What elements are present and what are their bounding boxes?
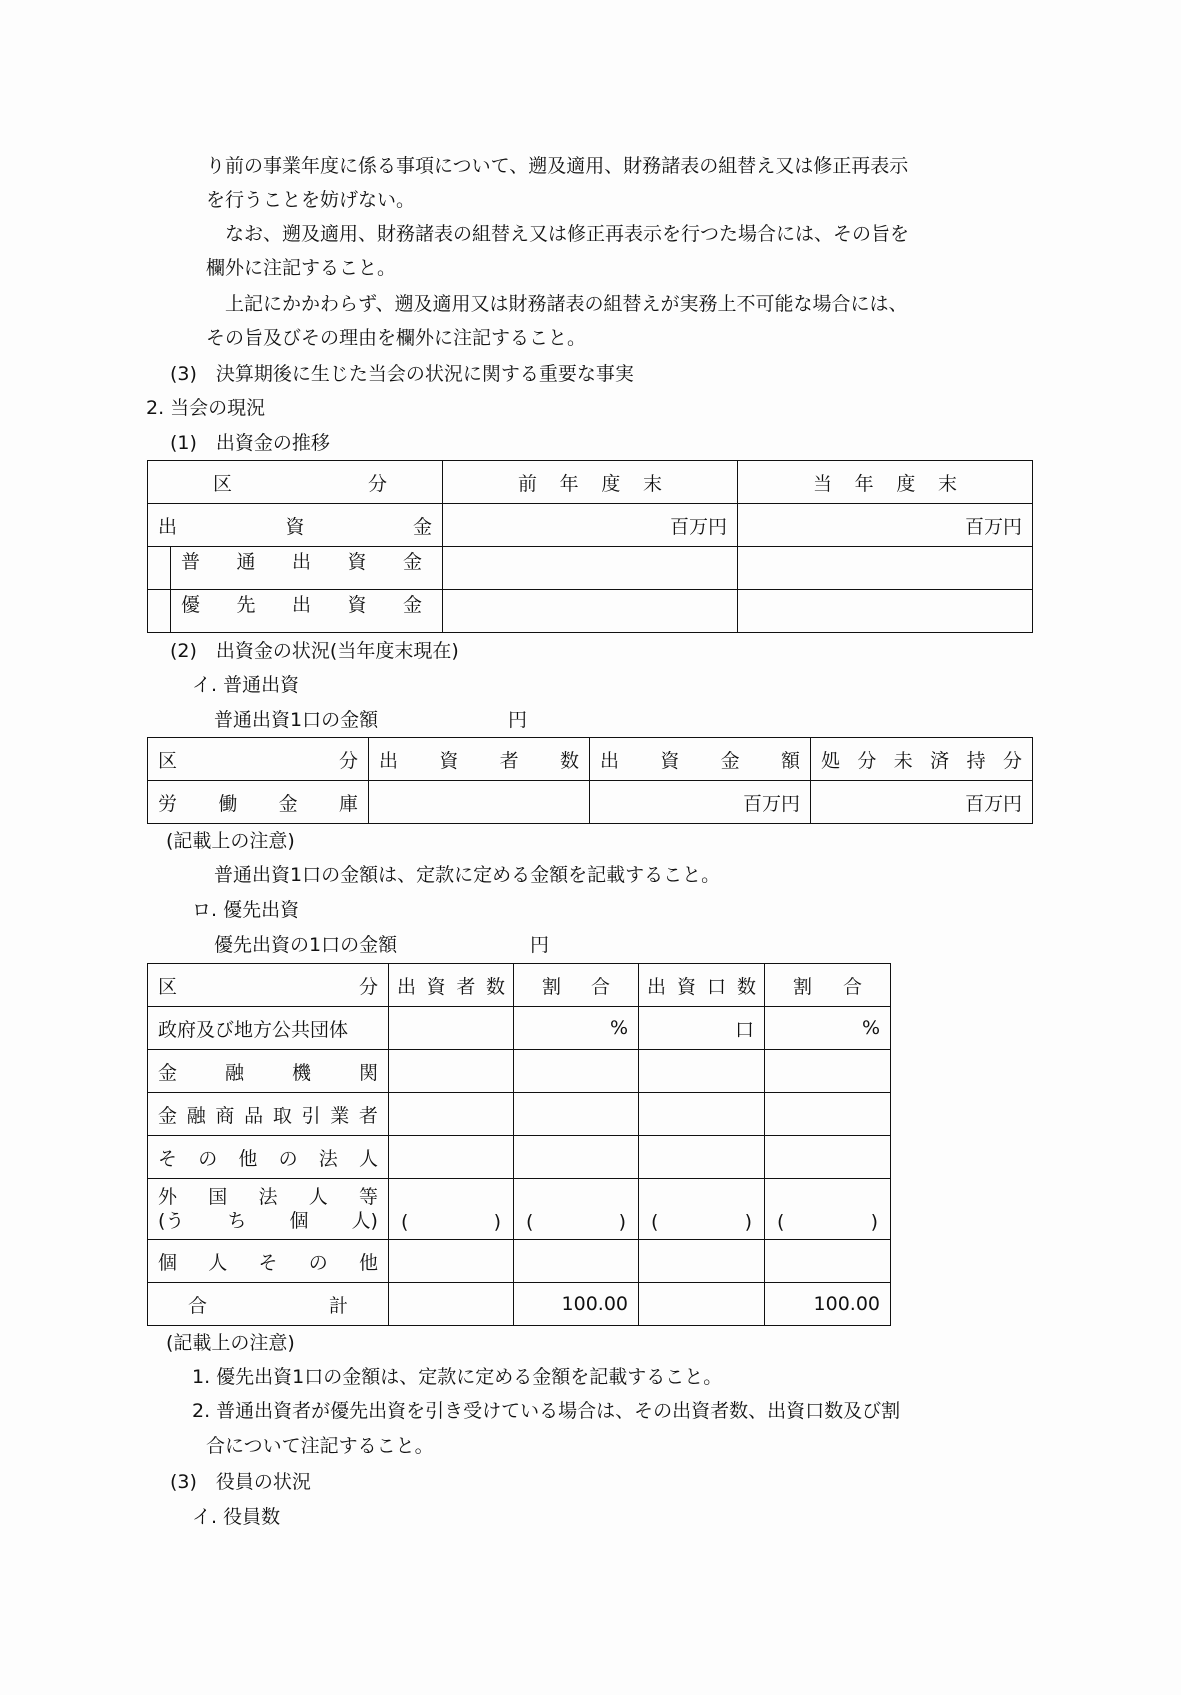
cell bbox=[639, 1050, 765, 1093]
intro-line-2: を行うことを妨げない。 bbox=[206, 189, 416, 211]
header-category: 区 分 bbox=[148, 738, 369, 781]
row-label: 労 働 金 庫 bbox=[148, 781, 369, 824]
header-ratio-2: 割 合 bbox=[765, 964, 891, 1007]
intro-line-6: その旨及びその理由を欄外に注記すること。 bbox=[206, 327, 587, 349]
cell: ( ) bbox=[514, 1179, 639, 1240]
sub-3-heading: (3) 役員の状況 bbox=[170, 1471, 311, 1493]
curr-value bbox=[738, 590, 1033, 633]
section-2-heading: 2. 当会の現況 bbox=[146, 397, 266, 419]
header-units: 出 資 口 数 bbox=[639, 964, 765, 1007]
cell bbox=[389, 1007, 514, 1050]
header-investors: 出 資 者 数 bbox=[389, 964, 514, 1007]
cell bbox=[639, 1136, 765, 1179]
cell bbox=[389, 1240, 514, 1283]
table-row bbox=[148, 1136, 891, 1179]
table-header-row bbox=[148, 461, 1033, 504]
table-row bbox=[148, 1093, 891, 1136]
cell: 口 bbox=[639, 1007, 765, 1050]
cell bbox=[389, 1093, 514, 1136]
preferred-investment-table bbox=[147, 963, 891, 1326]
row-label: そ の 他 の 法 人 bbox=[148, 1136, 389, 1179]
investment-trend-table bbox=[147, 460, 1033, 633]
header-category: 区 分 bbox=[148, 964, 389, 1007]
cell bbox=[514, 1050, 639, 1093]
common-unit: 円 bbox=[508, 709, 528, 731]
cell bbox=[514, 1136, 639, 1179]
table-total-row bbox=[148, 1283, 891, 1326]
row-label: 個 人 そ の 他 bbox=[148, 1240, 389, 1283]
cell bbox=[389, 1136, 514, 1179]
item-3-heading: (3) 決算期後に生じた当会の状況に関する重要な事実 bbox=[170, 363, 634, 385]
prev-value: 百万円 bbox=[443, 504, 738, 547]
table-row bbox=[148, 547, 1033, 590]
sub-2-heading: (2) 出資金の状況(当年度末現在) bbox=[170, 640, 459, 662]
curr-value bbox=[738, 547, 1033, 590]
common-investment-table bbox=[147, 737, 1033, 824]
table-header-row bbox=[148, 738, 1033, 781]
sub-2a-heading: イ. 普通出資 bbox=[192, 674, 300, 696]
header-ratio: 割 合 bbox=[514, 964, 639, 1007]
row-label-preferred: 優 先 出 資 金 bbox=[148, 590, 443, 633]
sub-2b-heading: ロ. 優先出資 bbox=[192, 899, 300, 921]
cell bbox=[765, 1050, 891, 1093]
row-label: 金 融 機 関 bbox=[148, 1050, 389, 1093]
total-ratio-2: 100.00 bbox=[765, 1283, 891, 1326]
prev-value bbox=[443, 547, 738, 590]
table-row bbox=[148, 1007, 891, 1050]
cell bbox=[389, 1050, 514, 1093]
header-category: 区 分 bbox=[148, 461, 443, 504]
header-investors: 出 資 者 数 bbox=[369, 738, 590, 781]
cell bbox=[765, 1136, 891, 1179]
cell bbox=[389, 1283, 514, 1326]
note-2-2: 2. 普通出資者が優先出資を引き受けている場合は、その出資者数、出資口数及び割 bbox=[192, 1400, 901, 1422]
preferred-unit: 円 bbox=[530, 934, 550, 956]
intro-line-5: 上記にかかわらず、遡及適用又は財務諸表の組替えが実務上不可能な場合には、 bbox=[206, 293, 908, 315]
unsettled-value: 百万円 bbox=[811, 781, 1033, 824]
cell: % bbox=[765, 1007, 891, 1050]
header-amount: 出 資 金 額 bbox=[590, 738, 811, 781]
cell bbox=[639, 1093, 765, 1136]
table-header-row bbox=[148, 964, 891, 1007]
header-curr-year-end: 当 年 度 末 bbox=[738, 461, 1033, 504]
curr-value: 百万円 bbox=[738, 504, 1033, 547]
table-row bbox=[148, 590, 1033, 633]
common-unit-label: 普通出資1口の金額 bbox=[214, 709, 379, 731]
header-unsettled: 処 分 未 済 持 分 bbox=[811, 738, 1033, 781]
sub-1-heading: (1) 出資金の推移 bbox=[170, 432, 330, 454]
intro-line-3: なお、遡及適用、財務諸表の組替え又は修正再表示を行つた場合には、その旨を bbox=[206, 223, 910, 245]
row-label-total: 合 計 bbox=[148, 1283, 389, 1326]
row-label-investment: 出 資 金 bbox=[148, 504, 443, 547]
note-heading-2: (記載上の注意) bbox=[166, 1332, 295, 1354]
cell: ( ) bbox=[389, 1179, 514, 1240]
cell: ( ) bbox=[765, 1179, 891, 1240]
row-label: 外 国 法 人 等 (う ち 個 人) bbox=[148, 1179, 389, 1240]
cell bbox=[765, 1093, 891, 1136]
table-row bbox=[148, 781, 1033, 824]
preferred-unit-label: 優先出資の1口の金額 bbox=[214, 934, 398, 956]
cell bbox=[765, 1240, 891, 1283]
row-label: 政府及び地方公共団体 bbox=[148, 1007, 389, 1050]
table-row bbox=[148, 1179, 891, 1240]
table-row bbox=[148, 504, 1033, 547]
cell bbox=[514, 1240, 639, 1283]
note-2-1: 1. 優先出資1口の金額は、定款に定める金額を記載すること。 bbox=[192, 1366, 723, 1388]
table-row bbox=[148, 1240, 891, 1283]
row-label-common: 普 通 出 資 金 bbox=[148, 547, 443, 590]
header-prev-year-end: 前 年 度 末 bbox=[443, 461, 738, 504]
table-row bbox=[148, 1050, 891, 1093]
total-ratio: 100.00 bbox=[514, 1283, 639, 1326]
note-heading: (記載上の注意) bbox=[166, 830, 295, 852]
prev-value bbox=[443, 590, 738, 633]
cell bbox=[514, 1093, 639, 1136]
cell bbox=[639, 1240, 765, 1283]
cell: % bbox=[514, 1007, 639, 1050]
cell: ( ) bbox=[639, 1179, 765, 1240]
cell bbox=[639, 1283, 765, 1326]
amount-value: 百万円 bbox=[590, 781, 811, 824]
note-2-3: 合について注記すること。 bbox=[206, 1435, 434, 1457]
intro-line-4: 欄外に注記すること。 bbox=[206, 257, 397, 279]
intro-line-1: り前の事業年度に係る事項について、遡及適用、財務諸表の組替え又は修正再表示 bbox=[206, 155, 909, 177]
sub-3a-heading: イ. 役員数 bbox=[192, 1506, 281, 1528]
row-label: 金 融 商 品 取 引 業 者 bbox=[148, 1093, 389, 1136]
investors-value bbox=[369, 781, 590, 824]
note-1: 普通出資1口の金額は、定款に定める金額を記載すること。 bbox=[214, 864, 721, 886]
